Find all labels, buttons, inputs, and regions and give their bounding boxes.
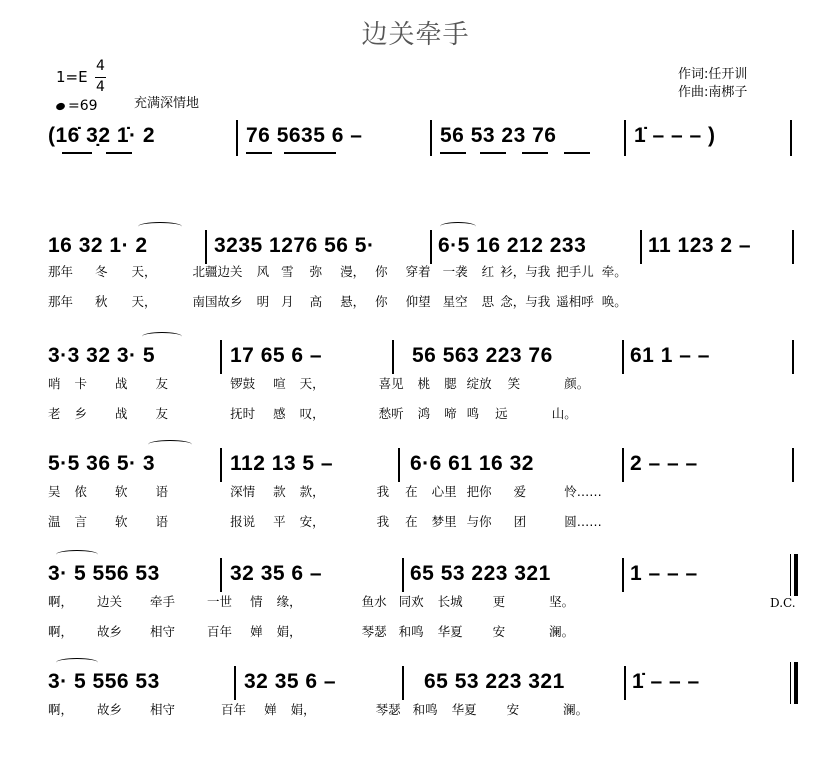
measure: 65 53 223 321: [424, 670, 565, 693]
measure: 3235 1276 56 5·: [214, 234, 375, 257]
measure: 3· 5 556 53: [48, 562, 160, 585]
song-title: 边关牵手: [361, 20, 470, 50]
score-line-4: [0, 550, 831, 640]
lyric-row-2: 啊， 故乡 相守 百年 婵 娟， 琴瑟 和鸣 华夏 安 澜。: [48, 624, 575, 639]
measure: 3·3 32 3· 5: [48, 344, 156, 367]
tempo-marking: [56, 98, 98, 114]
underline: [480, 152, 506, 154]
final-barline-thin: [790, 554, 791, 596]
measure: 56 563 223 76: [412, 344, 553, 367]
barline: [792, 230, 794, 264]
lyricist-credit: 作词:任开训: [678, 67, 748, 82]
underline: [106, 152, 132, 154]
time-signature-bottom: 4: [96, 79, 105, 95]
tie: [56, 550, 98, 559]
measure: 17 65 6 –: [230, 344, 323, 367]
barline: [236, 120, 238, 156]
tie: [56, 658, 98, 667]
measure: 3· 5 556 53: [48, 670, 160, 693]
barline: [430, 230, 432, 264]
final-barline-thick: [794, 662, 798, 704]
time-signature-rule: [95, 77, 106, 78]
barline: [792, 340, 794, 374]
barline: [402, 666, 404, 700]
tie: [148, 440, 192, 449]
final-barline-thin: [790, 662, 791, 704]
tempo-value: =69: [68, 98, 98, 114]
barline: [622, 448, 624, 482]
underline: [284, 152, 336, 154]
score-line-2: [0, 332, 831, 422]
barline: [790, 120, 792, 156]
measure: 65 53 223 321: [410, 562, 551, 585]
measure: 6·6 61 16 32: [410, 452, 534, 475]
composer-credit: 作曲:南梆子: [678, 85, 748, 100]
measure: 32 35 6 –: [230, 562, 323, 585]
measure: 1̇ – – –: [632, 670, 700, 693]
credits: [678, 66, 747, 102]
tie: [142, 332, 182, 341]
barline: [220, 340, 222, 374]
underline: [440, 152, 466, 154]
lyric-row-1: 啊， 故乡 相守 百年 婵 娟， 琴瑟 和鸣 华夏 安 澜。: [48, 702, 589, 717]
barline: [430, 120, 432, 156]
score-line-5: [0, 658, 831, 728]
measure: 56 53 23 76: [440, 124, 557, 147]
expression-marking: 充满深情地: [134, 96, 200, 111]
measure: 1 – – –: [630, 562, 698, 585]
barline: [792, 448, 794, 482]
barline: [624, 666, 626, 700]
underline: [522, 152, 548, 154]
lyric-row-2: 温 言 软 语 报说 平 安， 我 在 梦里 与你 团 圆……: [48, 514, 602, 529]
underline: [564, 152, 590, 154]
barline: [398, 448, 400, 482]
barline: [220, 558, 222, 592]
measure: 1̇ – – – ): [634, 124, 716, 147]
measure: 6·5 16 212 233: [438, 234, 587, 257]
barline: [234, 666, 236, 700]
underline: [246, 152, 272, 154]
score-line-intro: [0, 120, 831, 160]
lyric-row-1: 啊， 边关 牵手 一世 情 缘， 鱼水 同欢 长城 更 坚。: [48, 594, 575, 609]
score-line-3: [0, 440, 831, 530]
lyric-row-1: 吴 侬 软 语 深情 款 款， 我 在 心里 把你 爱 怜……: [48, 484, 602, 499]
dc-marking: D.C.: [770, 596, 796, 610]
measure: 5·5 36 5· 3: [48, 452, 156, 475]
measure: 76 5635 6 –: [246, 124, 363, 147]
barline: [640, 230, 642, 264]
barline: [392, 340, 394, 374]
score-line-1: [0, 222, 831, 312]
barline: [622, 558, 624, 592]
final-barline-thick: [794, 554, 798, 596]
measure: (16̇ 3̣2 1̇· 2: [48, 124, 156, 147]
lyric-row-2: 那年 秋 天， 南国故乡 明 月 高 悬， 你 仰望 星空 思 念，与我 遥相呼 唤。: [48, 294, 627, 309]
barline: [622, 340, 624, 374]
measure: 32 35 6 –: [244, 670, 337, 693]
quarter-note-icon: [55, 101, 66, 111]
barline: [220, 448, 222, 482]
lyric-row-1: 那年 冬 天， 北疆边关 风 雪 弥 漫， 你 穿着 一袭 红 衫，与我 把手儿 牵。: [48, 264, 627, 279]
time-signature-top: 4: [96, 58, 105, 74]
barline: [624, 120, 626, 156]
measure: 16 32 1· 2: [48, 234, 148, 257]
measure: 11 123 2 –: [648, 234, 752, 257]
barline: [402, 558, 404, 592]
measure: 61 1 – –: [630, 344, 710, 367]
barline: [205, 230, 207, 264]
tie: [138, 222, 182, 231]
measure: 2 – – –: [630, 452, 698, 475]
key-signature: 1=E: [56, 68, 88, 86]
lyric-row-1: 哨 卡 战 友 锣鼓 喧 天， 喜见 桃 腮 绽放 笑 颜。: [48, 376, 590, 391]
underline: [62, 152, 92, 154]
measure: 112 13 5 –: [230, 452, 334, 475]
tie: [440, 222, 476, 231]
lyric-row-2: 老 乡 战 友 抚时 感 叹， 愁听 鸿 啼 鸣 远 山。: [48, 406, 577, 421]
